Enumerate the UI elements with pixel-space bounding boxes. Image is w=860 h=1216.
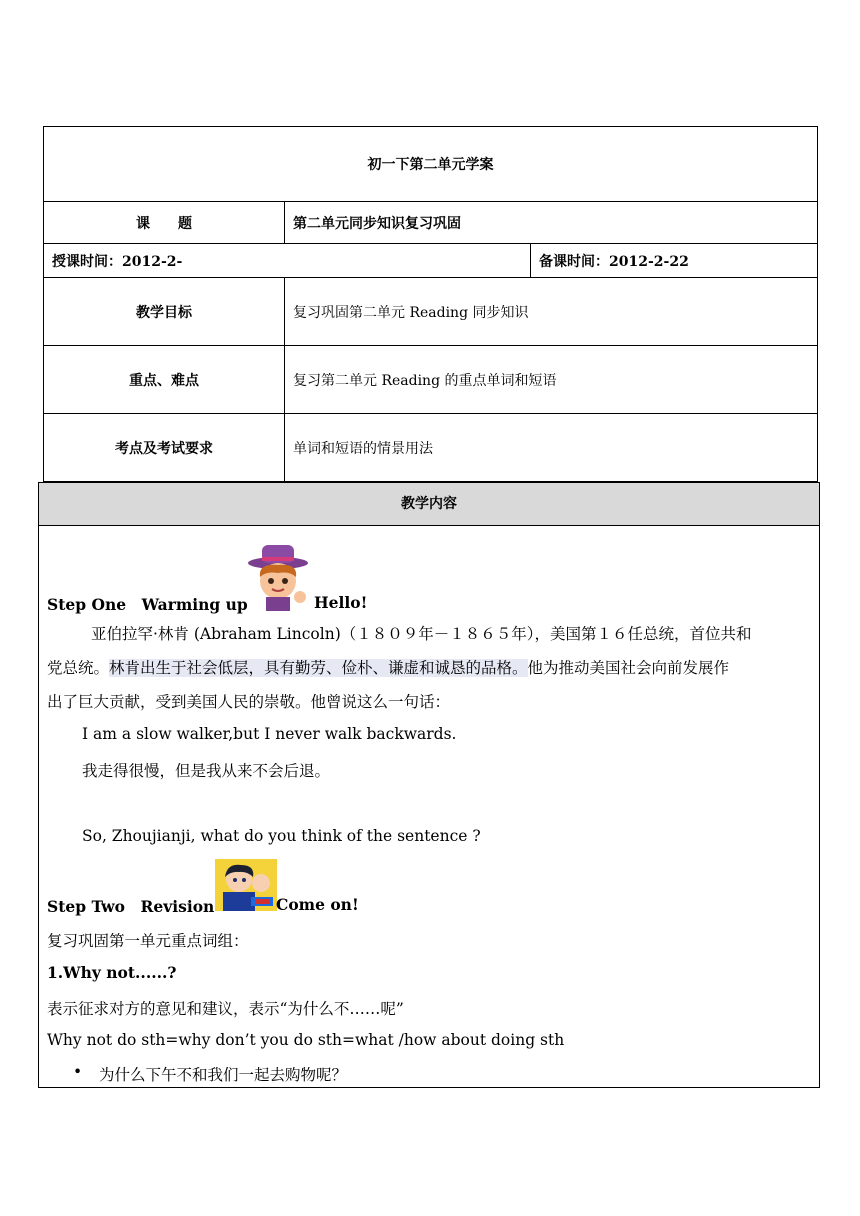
key-points-label: 重点、难点 <box>44 346 285 414</box>
exam-req-value: 单词和短语的情景用法 <box>285 414 818 482</box>
item-title: 1.Why not......? <box>47 963 177 982</box>
quote-chinese: 我走得很慢，但是我从来不会后退。 <box>82 762 331 780</box>
lesson-info-table <box>43 126 818 482</box>
goal-label: 教学目标 <box>44 278 285 346</box>
teaching-content-heading: 教学内容 <box>39 483 819 526</box>
step-one-label: Step One Warming up <box>47 595 248 614</box>
hello-text: Hello! <box>314 593 368 612</box>
teaching-content-box <box>38 482 820 1088</box>
step-two-label: Step Two Revision <box>47 897 215 916</box>
quote-english: I am a slow walker,but I never walk backwards. <box>82 725 457 743</box>
subject-label: 课 题 <box>44 202 285 244</box>
intro-line-2-end: 他为推动美国社会向前发展作 <box>527 659 730 677</box>
bullet-mark: • <box>73 1063 83 1081</box>
review-title: 复习巩固第一单元重点词组： <box>47 932 249 950</box>
goal-value: 复习巩固第二单元 Reading 同步知识 <box>285 278 818 346</box>
come-on-text: Come on! <box>276 895 359 914</box>
exam-req-label: 考点及考试要求 <box>44 414 285 482</box>
intro-line-2 <box>47 651 812 685</box>
intro-line-1: 亚伯拉罕·林肯 (Abraham Lincoln)（１８０９年－１８６５年），美国第１６任总统，首位共和 <box>91 625 752 643</box>
intro-line-2-start: 党总统。 <box>47 659 110 677</box>
class-time: 授课时间：2012-2- <box>44 244 531 278</box>
highlighted-sentence: 林肯出生于社会低层，具有勤劳、俭朴、谦虚和诚恳的品格。 <box>109 659 528 677</box>
intro-line-3: 出了巨大贡献，受到美国人民的崇敬。他曾说这么一句话： <box>47 693 451 711</box>
question-text: So, Zhoujianji, what do you think of the sentence ? <box>82 827 481 845</box>
cartoon-boy-icon <box>215 859 277 911</box>
bullet-item: 为什么下午不和我们一起去购物呢？ <box>99 1066 348 1084</box>
subject-value: 第二单元同步知识复习巩固 <box>285 202 818 244</box>
prep-time: 备课时间：2012-2-22 <box>531 244 818 278</box>
key-points-value: 复习第二单元 Reading 的重点单词和短语 <box>285 346 818 414</box>
item-description: 表示征求对方的意见和建议，表示“为什么不……呢” <box>47 1000 404 1018</box>
cartoon-girl-icon <box>244 543 314 611</box>
document-title: 初一下第二单元学案 <box>44 127 818 202</box>
item-pattern: Why not do sth=why don’t you do sth=what /how about doing sth <box>47 1031 565 1049</box>
